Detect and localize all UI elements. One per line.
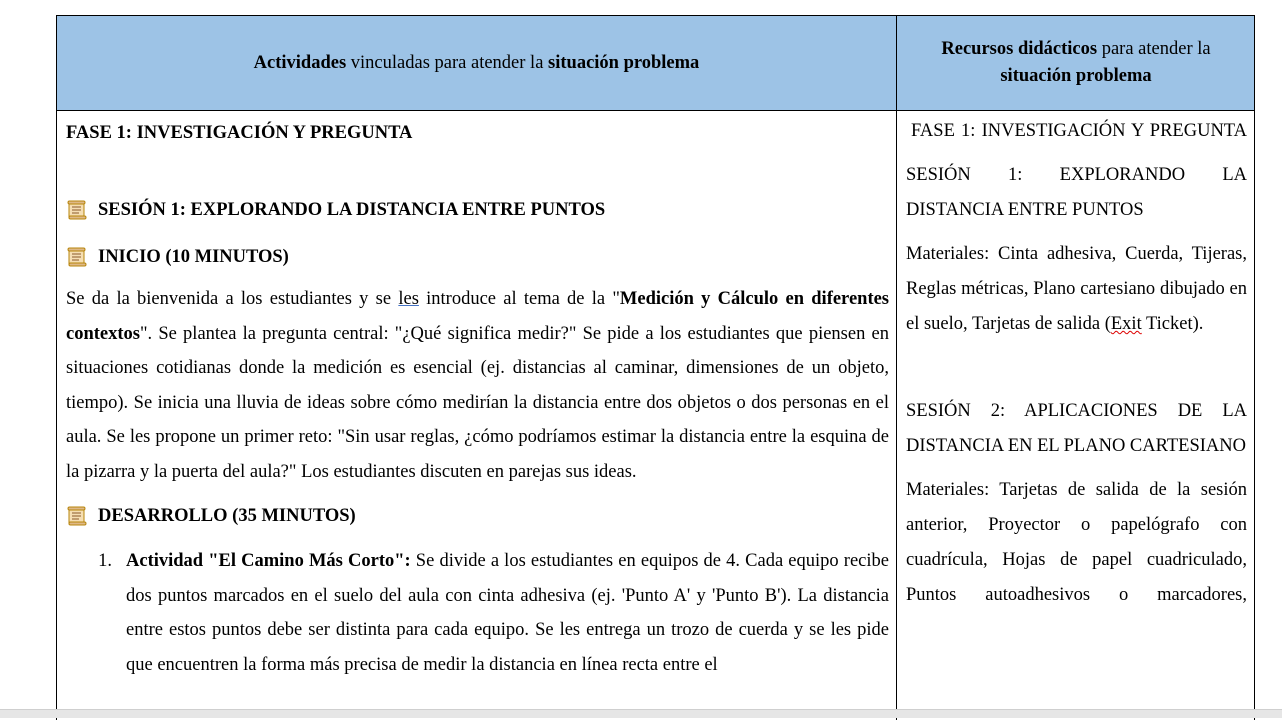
topic-bold: Medición y Cálculo en diferentes contextos [66, 289, 890, 344]
scroll-icon [66, 247, 88, 267]
activities-cell[interactable] [66, 111, 889, 682]
resources-cell[interactable] [906, 111, 1247, 613]
header-resources-bold-1: Recursos didácticos [941, 39, 1098, 59]
session1-title: SESIÓN 1: EXPLORANDO LA DISTANCIA ENTRE PUNTOS [98, 200, 606, 220]
header-resources-text: para atender la [1097, 39, 1211, 59]
column-divider [896, 16, 897, 720]
inicio-paragraph: Se da la bienvenida a los estudiantes y se les introduce al tema de la "Medición y Cálculo en diferentes contextos". Se plantea la pregunta central: "¿Qué significa medir?" Se pide a los estudiantes que piensen en situaciones cotidianas donde la medición es esencial (ej. distancias al caminar, dimensiones de un objeto, tiempo). Se inicia una lluvia de ideas sobre cómo medirían la distancia entre dos objetos o dos personas en el aula. Se les propone un primer reto: "Sin usar reglas, ¿cómo podríamos estimar la distancia entre la esquina de la pizarra y la puerta del aula?" Los estudiantes discuten en parejas sus ideas. [66, 289, 890, 482]
header-activities-bold-1: Actividades [253, 52, 347, 73]
activity-title: Actividad "El Camino Más Corto": [126, 551, 411, 571]
desarrollo-heading [66, 501, 889, 531]
resources-phase-title: FASE 1: INVESTIGACIÓN Y PREGUNTA [911, 121, 1247, 141]
phase-title: FASE 1: INVESTIGACIÓN Y PREGUNTA [66, 123, 413, 143]
scroll-icon [66, 200, 88, 220]
resources-materials-1: Materiales: Cinta adhesiva, Cuerda, Tijeras, Reglas métricas, Plano cartesiano dibujado en el suelo, Tarjetas de salida (Exit Ticket). [906, 244, 1247, 334]
header-resources [897, 16, 1255, 110]
header-activities-text: vinculadas para atender la [346, 52, 549, 73]
scroll-icon [66, 506, 88, 526]
list-item [66, 544, 889, 682]
resources-session1-title: SESIÓN 1: EXPLORANDO LA DISTANCIA ENTRE PUNTOS [906, 165, 1247, 220]
activities-table [56, 15, 1255, 720]
header-activities-bold-2: situación problema [548, 52, 700, 73]
inicio-title: INICIO (10 MINUTOS) [98, 247, 289, 267]
exit-spellcheck: Exit [1110, 314, 1142, 334]
header-resources-bold-2: situación problema [1000, 66, 1152, 86]
resources-materials-2: Materiales: Tarjetas de salida de la sesión anterior, Proyector o papelógrafo con cuadrícula, Hojas de papel cuadriculado, Puntos autoadhesivos o marcadores, [906, 480, 1247, 605]
desarrollo-title: DESARROLLO (35 MINUTOS) [98, 506, 356, 526]
resources-session2-title: SESIÓN 2: APLICACIONES DE LA DISTANCIA EN EL PLANO CARTESIANO [906, 401, 1247, 456]
activity-text: Se divide a los estudiantes en equipos de 4. Cada equipo recibe dos puntos marcados en el suelo del aula con cinta adhesiva (ej. 'Punto A' y 'Punto B'). La distancia entre estos puntos debe ser distinta para cada equipo. Se les entrega un trozo de cuerda y se les pide que encuentren la forma más precisa de medir la distancia en línea recta entre el [126, 551, 889, 675]
inicio-heading [66, 242, 889, 272]
les-underlined: les [398, 289, 419, 309]
list-item-number: 1. [98, 551, 112, 571]
table-header-row [57, 16, 1254, 111]
header-activities [57, 16, 896, 110]
session1-heading [66, 195, 889, 225]
